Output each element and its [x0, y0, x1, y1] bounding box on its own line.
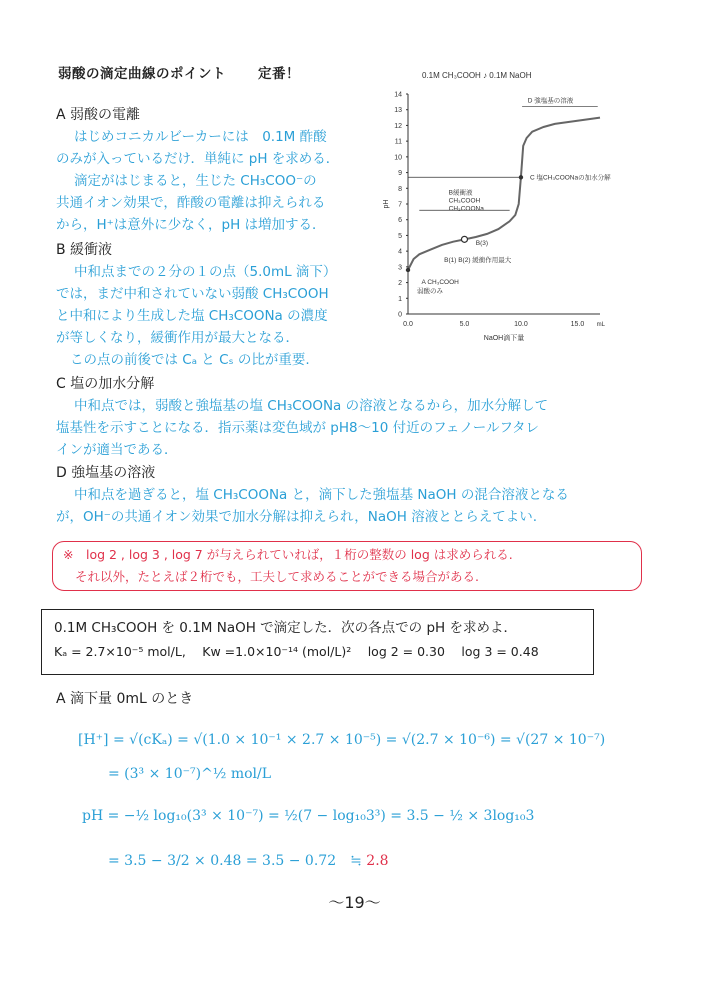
label-d: D 強塩基の溶液 — [527, 97, 574, 105]
title-tag: 定番！ — [258, 66, 300, 82]
y-tick-label: 6 — [398, 217, 402, 225]
x-axis-label: NaOH滴下量 — [483, 335, 525, 342]
label-a1: A CH₃COOH — [421, 279, 459, 287]
section-c-line: 中和点では，弱酸と強塩基の塩 CH₃COONa の溶液となるから，加水分解して — [74, 398, 549, 414]
equation-4-text: = 3.5 − 3/2 × 0.48 = 3.5 − 0.72 ≒ — [108, 853, 362, 869]
point-b — [461, 236, 467, 242]
section-b-line: と中和により生成した塩 CH₃COONa の濃度 — [56, 308, 328, 324]
section-a-line: 滴定がはじまると，生じた CH₃COO⁻の — [74, 173, 317, 189]
point-c — [519, 175, 523, 179]
note-line-2: それ以外，たとえば２桁でも，工夫して求めることができる場合がある. — [75, 569, 479, 584]
section-a-line: から，H⁺は意外に少なく，pH は増加する． — [56, 217, 326, 233]
titration-chart — [372, 66, 642, 346]
x-tick-label: 10.0 — [514, 321, 528, 328]
label-b3: CH₃COONa — [448, 205, 484, 213]
x-tick-label: 0.0 — [403, 321, 413, 328]
section-b-head: B 緩衝液 — [56, 242, 113, 258]
problem-line-2: Kₐ = 2.7×10⁻⁵ mol/L, Kw =1.0×10⁻¹⁴ (mol/L)² log 2 = 0.30 log 3 = 0.48 — [54, 644, 539, 659]
section-b-line: この点の前後では Cₐ と Cₛ の比が重要. — [70, 352, 310, 368]
label-c: C 塩CH₃COONaの加水分解 — [529, 174, 611, 182]
y-tick-label: 10 — [394, 154, 402, 162]
x-tick-label: 5.0 — [459, 321, 470, 328]
section-b-line: が等しくなり，緩衝作用が最大となる． — [56, 330, 299, 346]
section-a-head: A 弱酸の電離 — [56, 107, 141, 123]
y-tick-label: 9 — [398, 170, 402, 178]
label-b2: CH₃COOH — [448, 197, 481, 205]
equation-1: [H⁺] = √(cKₐ) = √(1.0 × 10⁻¹ × 2.7 × 10⁻⁵) = √(2.7 × 10⁻⁶) = √(27 × 10⁻⁷) — [78, 732, 606, 748]
section-d-head: D 強塩基の溶液 — [56, 465, 156, 481]
equation-4 — [108, 850, 389, 870]
section-b-line: 中和点までの２分の１の点（5.0mL 滴下） — [74, 264, 337, 280]
solution-head: A 滴下量 0mL のとき — [56, 691, 194, 707]
section-d-line: が，OH⁻の共通イオン効果で加水分解は抑えられ，NaOH 溶液ととらえてよい. — [56, 509, 538, 525]
y-tick-label: 1 — [398, 295, 402, 303]
y-tick-label: 5 — [398, 232, 402, 240]
title-main: 弱酸の滴定曲線のポイント — [58, 66, 226, 82]
problem-line-1: 0.1M CH₃COOH を 0.1M NaOH で滴定した．次の各点での pH を求めよ． — [54, 620, 517, 636]
y-tick-label: 11 — [394, 138, 402, 146]
chart-series-line — [408, 118, 600, 270]
note-line-1: ※ log 2 , log 3 , log 7 が与えられていれば，１桁の整数の log は求められる. — [63, 547, 513, 562]
label-b-bottom: B(1) B(2) 緩衝作用最大 — [444, 257, 512, 265]
x-tick-label: 15.0 — [570, 321, 585, 328]
point-a — [406, 268, 410, 272]
section-b-line: では，まだ中和されていない弱酸 CH₃COOH — [56, 286, 329, 302]
page-number: ～19～ — [328, 893, 381, 912]
label-b-small: B(3) — [475, 239, 489, 247]
page-title — [58, 62, 300, 82]
chart-annotations — [406, 95, 611, 295]
y-tick-label: 8 — [398, 185, 402, 193]
section-a-line: のみが入っているだけ．単純に pH を求める． — [56, 151, 340, 167]
chart-title: 0.1M CH₃COOH ♪ 0.1M NaOH — [422, 71, 532, 80]
section-a-line: 共通イオン効果で，酢酸の電離は抑えられる — [56, 195, 326, 211]
y-tick-label: 0 — [398, 311, 402, 319]
chart-ticks — [383, 92, 606, 343]
answer-value: 2.8 — [366, 853, 389, 869]
y-tick-label: 14 — [394, 91, 402, 99]
y-axis-label: pH — [383, 199, 390, 209]
y-tick-label: 3 — [398, 264, 402, 272]
section-d-line: 中和点を過ぎると，塩 CH₃COONa と，滴下した強塩基 NaOH の混合溶液となる — [74, 487, 569, 503]
section-c-line: 塩基性を示すことになる．指示薬は変色域が pH8～10 付近のフェノールフタレ — [56, 420, 540, 436]
equation-2: = (3³ × 10⁻⁷)^½ mol/L — [108, 766, 272, 782]
problem-box — [41, 609, 594, 675]
y-tick-label: 13 — [394, 107, 402, 115]
section-a-text — [56, 126, 386, 236]
section-c-line: インが適当である． — [56, 442, 178, 458]
x-unit: mL — [596, 322, 605, 328]
y-tick-label: 4 — [398, 248, 402, 256]
label-a2: 弱酸のみ — [417, 288, 444, 296]
note-box — [52, 541, 642, 591]
section-d-text — [56, 484, 656, 528]
section-c-text — [56, 395, 656, 461]
section-a-line: はじめコニカルビーカーには 0.1M 酢酸 — [74, 129, 327, 145]
section-c-head: C 塩の加水分解 — [56, 376, 155, 392]
equation-3: pH = −½ log₁₀(3³ × 10⁻⁷) = ½(7 − log₁₀3³) = 3.5 − ½ × 3log₁₀3 — [82, 808, 535, 824]
y-tick-label: 2 — [398, 280, 402, 288]
y-tick-label: 7 — [398, 201, 402, 209]
section-b-text — [56, 261, 386, 371]
label-b1: B緩衝液 — [448, 189, 473, 197]
y-tick-label: 12 — [394, 122, 402, 130]
